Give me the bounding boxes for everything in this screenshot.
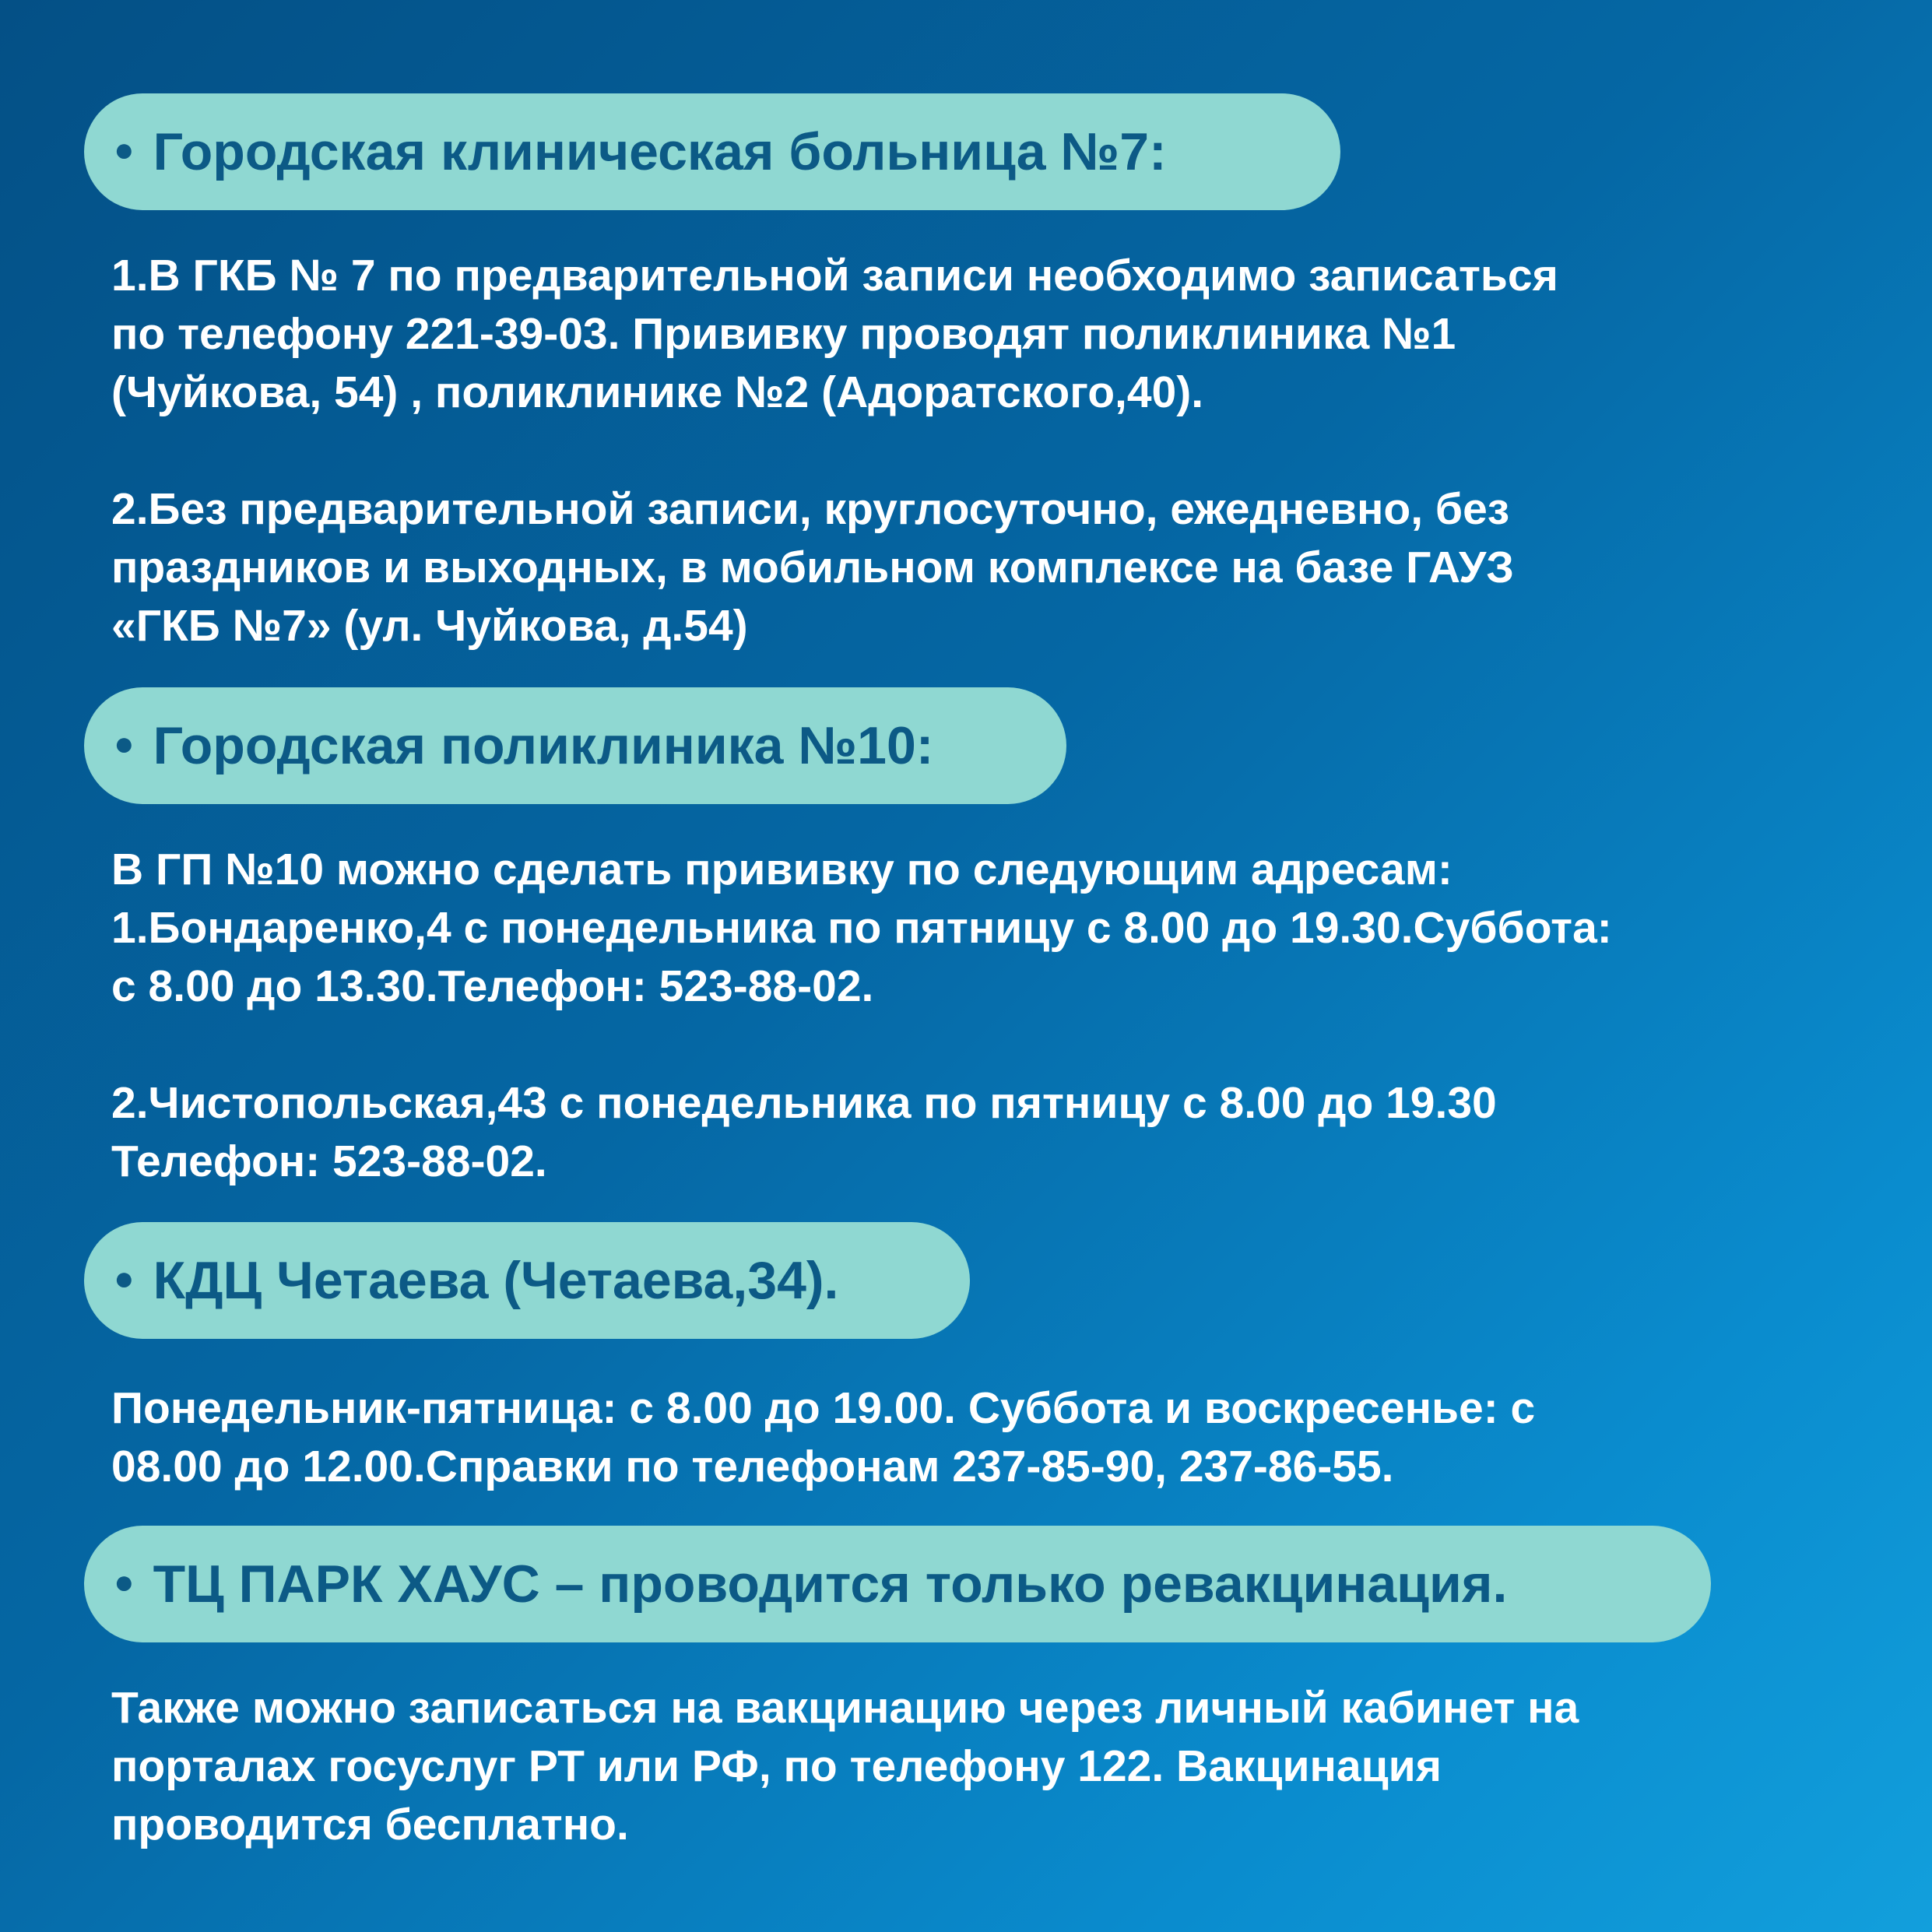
paragraph-polyclinic-10-chistopolskaya xyxy=(111,1074,1497,1191)
paragraph-kdc-chetaeva-hours xyxy=(111,1379,1535,1496)
heading-label: ТЦ ПАРК ХАУС – проводится только ревакцинация. xyxy=(153,1554,1508,1614)
section-heading-hospital-7 xyxy=(84,93,1340,210)
heading-label: КДЦ Четаева (Четаева,34). xyxy=(153,1251,839,1310)
text-line: праздников и выходных, в мобильном комплексе на базе ГАУЗ xyxy=(111,543,1514,592)
text-line: 08.00 до 12.00.Справки по телефонам 237-85-90, 237-86-55. xyxy=(111,1442,1394,1491)
section-heading-park-house xyxy=(84,1526,1711,1642)
text-line: Понедельник-пятница: с 8.00 до 19.00. Суббота и воскресенье: с xyxy=(111,1383,1536,1433)
text-line: 1.В ГКБ № 7 по предварительной записи необходимо записаться xyxy=(111,251,1558,300)
heading-label: Городская поликлиника №10: xyxy=(153,716,934,775)
text-line: порталах госуслуг РТ или РФ, по телефону 122. Вакцинация xyxy=(111,1741,1442,1791)
text-line: 2.Чистопольская,43 с понедельника по пятницу с 8.00 до 19.30 xyxy=(111,1078,1497,1128)
text-line: Также можно записаться на вакцинацию через личный кабинет на xyxy=(111,1683,1579,1733)
section-heading-polyclinic-10 xyxy=(84,687,1066,804)
text-line: по телефону 221-39-03. Прививку проводят поликлиника №1 xyxy=(111,309,1456,359)
text-line: с 8.00 до 13.30.Телефон: 523-88-02. xyxy=(111,961,874,1011)
text-line: В ГП №10 можно сделать прививку по следующим адресам: xyxy=(111,845,1453,894)
paragraph-polyclinic-10-addresses xyxy=(111,841,1612,1016)
bullet-icon: ● xyxy=(114,131,135,169)
text-line: 2.Без предварительной записи, круглосуточно, ежедневно, без xyxy=(111,484,1510,534)
bullet-icon: ● xyxy=(114,1563,135,1601)
heading-label: Городская клиническая больница №7: xyxy=(153,122,1167,181)
text-line: (Чуйкова, 54) , поликлинике №2 (Адоратского,40). xyxy=(111,367,1204,417)
paragraph-hospital-7-appointment xyxy=(111,247,1558,422)
text-line: «ГКБ №7» (ул. Чуйкова, д.54) xyxy=(111,601,748,651)
text-line: проводится бесплатно. xyxy=(111,1800,629,1849)
text-line: 1.Бондаренко,4 с понедельника по пятницу с 8.00 до 19.30.Суббота: xyxy=(111,903,1612,953)
bullet-icon: ● xyxy=(114,725,135,763)
text-line: Телефон: 523-88-02. xyxy=(111,1136,547,1186)
section-heading-kdc-chetaeva xyxy=(84,1222,970,1339)
bullet-icon: ● xyxy=(114,1259,135,1298)
paragraph-hospital-7-walk-in xyxy=(111,480,1514,655)
paragraph-online-registration xyxy=(111,1679,1579,1854)
